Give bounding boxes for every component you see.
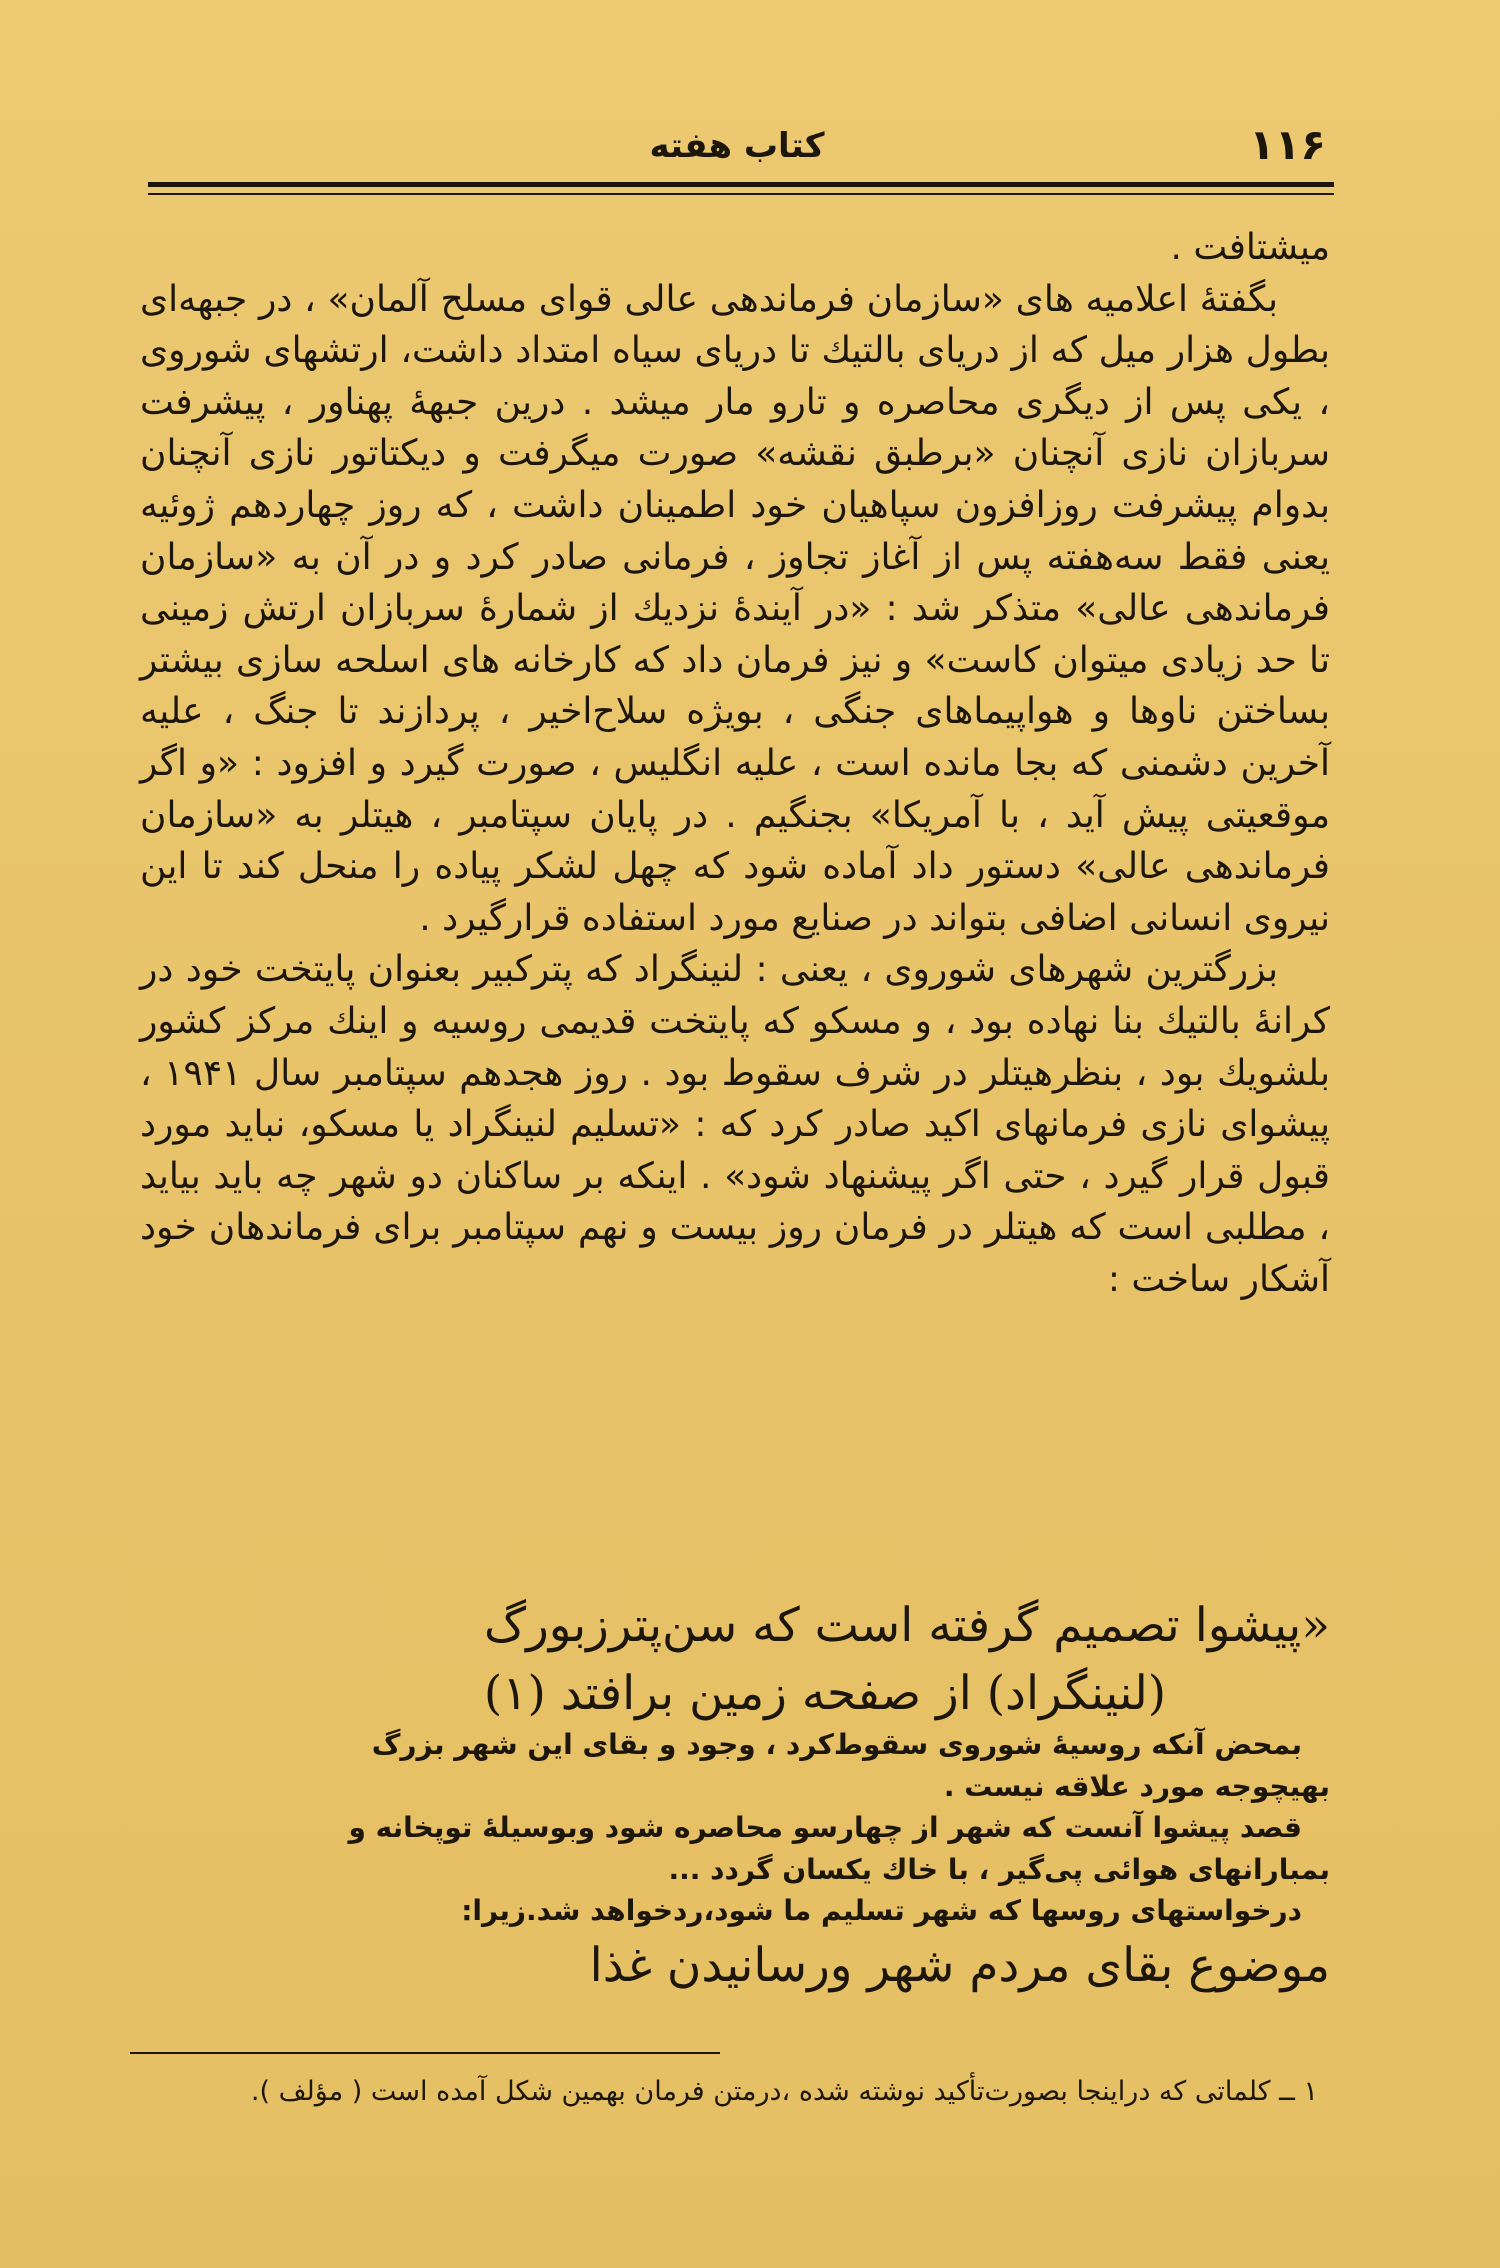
running-title: کتاب هفته — [649, 126, 825, 166]
lead-line: میشتافت . — [1170, 227, 1330, 268]
quote-bold-1: بمحض آنکه روسیهٔ شوروی سقوط‌کرد ، وجود و بقای این شهر بزرگ بهیچوجه مورد علاقه نیست . — [371, 1728, 1330, 1803]
quote-line-3: موضوع بقای مردم شهر ورسانیدن غذا — [589, 1938, 1330, 1993]
footnote-rule — [130, 2052, 720, 2054]
quote-line-2: (لنینگراد) از صفحه زمین برافتد (۱) — [483, 1666, 1167, 1721]
page-number: ۱۱۶ — [1249, 120, 1326, 169]
paragraph-1: بگفتهٔ اعلامیه های «سازمان فرماندهی عالی قوای مسلح آلمان» ، در جبهه‌ای بطول هزار میل که از دریای بالتیك تا دریای سیاه امتداد داشت، ارتشهای شوروی ، یکی پس از دیگری محاصره و تارو مار میشد . درین جبههٔ پهناور ، پیشرفت سربازان نازی آنچنان «برطبق نقشه» صورت میگرفت و دیکتاتور نازی آنچنان بدوام پیشرفت روزافزون سپاهیان خود اطمینان داشت ، که روز چهاردهم ژوئیه یعنی فقط سه‌هفته پس از آغاز تجاوز ، فرمانی صادر کرد و در آن به «سازمان فرماندهی عالی» متذکر شد : «در آیندهٔ نزدیك از شمارهٔ سربازان ارتش زمینی تا حد زیادی میتوان کاست» و نیز فرمان داد که کارخانه های اسلحه سازی بیشتر بساختن ناوها و هواپیماهای جنگی ، بویژه سلاح‌اخیر ، پردازند تا جنگ ، علیه آخرین دشمنی که بجا مانده است ، علیه انگلیس ، صورت گیرد و افزود : «و اگر موقعیتی پیش آید ، با آمریکا» بجنگیم . در پایان سپتامبر ، هیتلر به «سازمان فرماندهی عالی» دستور داد آماده شود که چهل لشکر پیاده را منحل کند تا این نیروی انسانی اضافی بتواند در صنایع مورد استفاده قرارگیرد . — [140, 278, 1330, 939]
quote-bold-2: قصد پیشوا آنست که شهر از چهارسو محاصره شود وبوسیلهٔ توپخانه و بمبارانهای هوائی پی‌گیر ، با خاك یکسان گردد ... — [348, 1811, 1330, 1886]
header-rule-thin — [148, 193, 1334, 195]
quote-bold-block — [300, 1724, 1330, 1932]
quote-bold-3: درخواستهای روسها که شهر تسلیم ما شود،ردخواهد شد.زیرا: — [461, 1894, 1302, 1927]
header-rule-thick — [148, 182, 1334, 187]
body-text — [140, 222, 1330, 1305]
footnote-text: ۱ ــ کلماتی که دراینجا بصورت‌تأکید نوشته شده ،درمتن فرمان بهمین شکل آمده است ( مؤلف ). — [250, 2076, 1318, 2107]
footnote — [130, 2072, 1318, 2112]
paragraph-2: بزرگترین شهرهای شوروی ، یعنی : لنینگراد که پترکبیر بعنوان پایتخت خود در کرانهٔ بالتیك بنا نهاده بود ، و مسکو که پایتخت قدیمی روسیه و اینك مرکز کشور بلشویك بود ، بنظرهیتلر در شرف سقوط بود . روز هجدهم سپتامبر سال ۱۹۴۱ ، پیشوای نازی فرمانهای اکید صادر کرد که : «تسلیم لنینگراد یا مسکو، نباید مورد قبول قرار گیرد ، حتی اگر پیشنهاد شود» . اینکه بر ساکنان دو شهر چه باید بیاید ، مطلبی است که هیتلر در فرمان روز بیست و نهم سپتامبر برای فرماندهان خود آشکار ساخت : — [140, 949, 1330, 1300]
page-header — [148, 120, 1326, 180]
quote-opening — [180, 1592, 1330, 1728]
quote-line-1: «پیشوا تصمیم گرفته است که سن‌پترزبورگ — [484, 1598, 1330, 1653]
